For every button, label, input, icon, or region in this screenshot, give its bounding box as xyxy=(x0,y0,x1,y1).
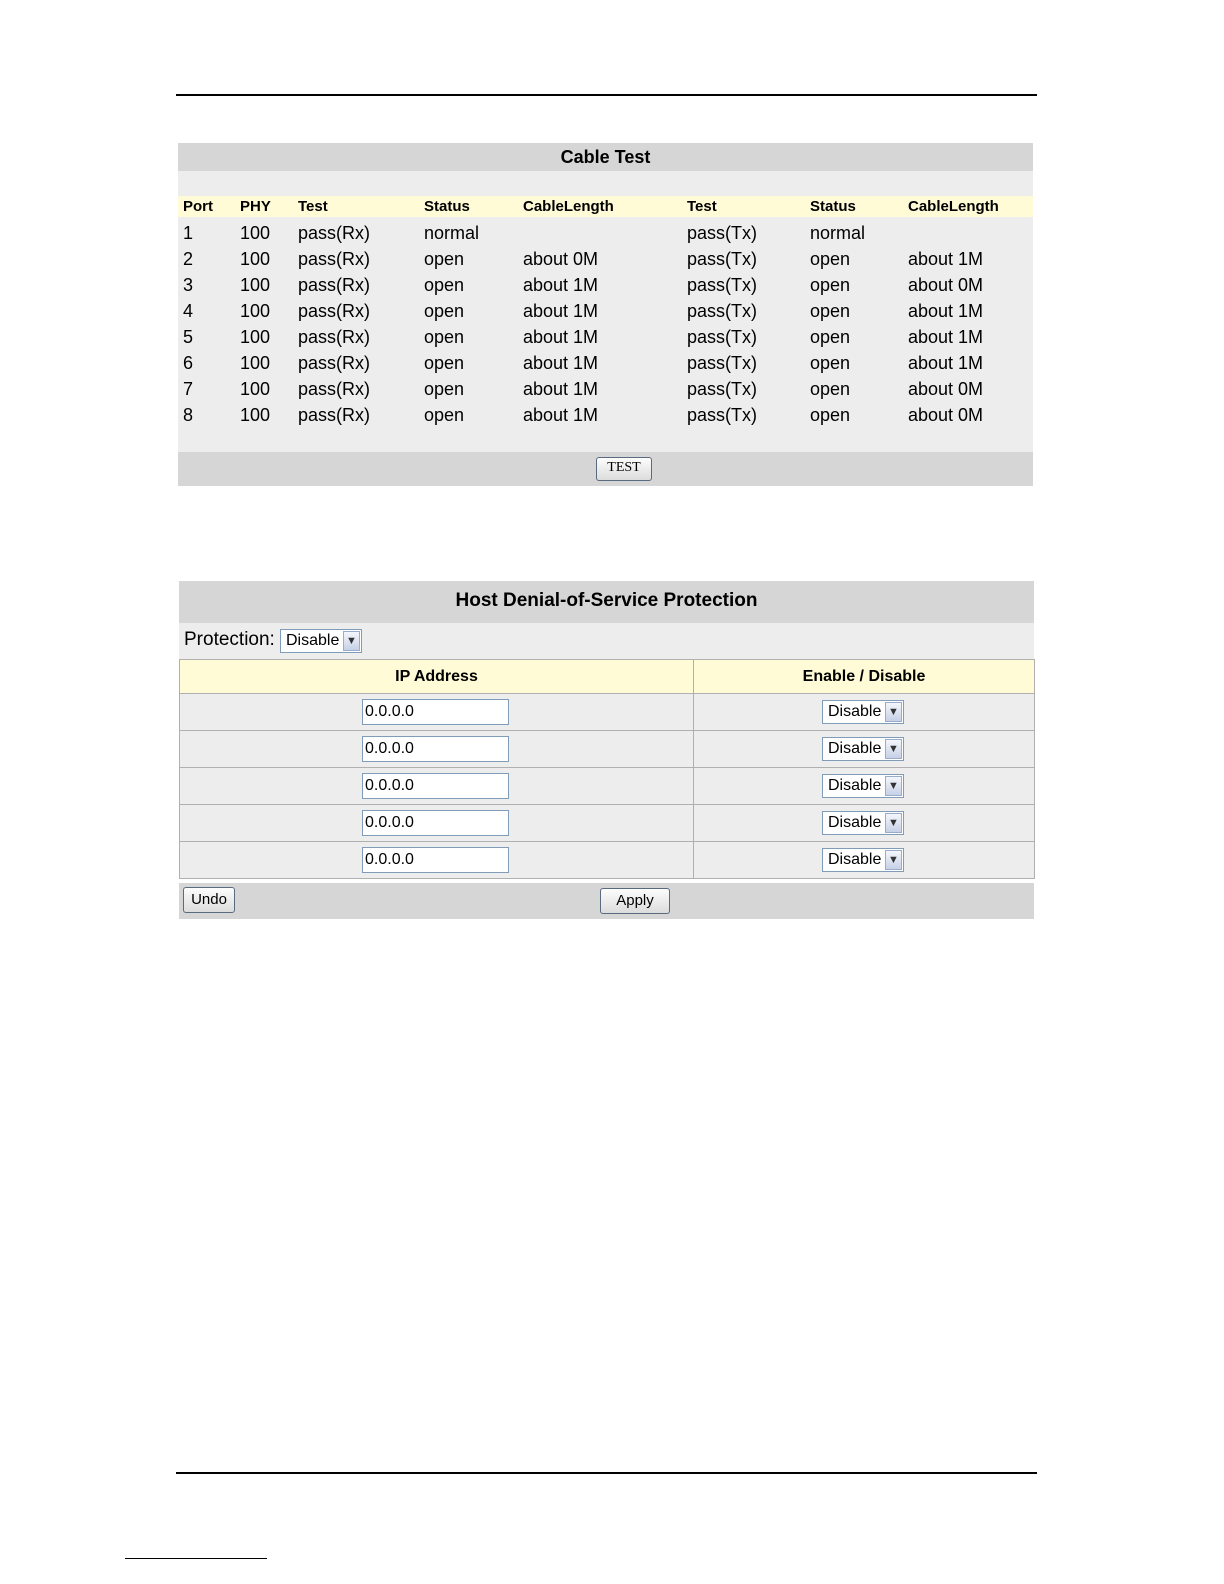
cell-test-rx: pass(Rx) xyxy=(298,223,371,243)
cell-test-tx: pass(Tx) xyxy=(687,301,758,321)
cell-status-rx: open xyxy=(424,301,465,321)
cell-status-rx: open xyxy=(424,249,465,269)
cell-test-tx: pass(Tx) xyxy=(687,275,758,295)
enable-disable-cell xyxy=(694,805,1035,842)
dos-protection-panel xyxy=(179,581,1034,909)
apply-button[interactable]: Apply xyxy=(600,888,670,914)
cell-length-rx: about 1M xyxy=(523,301,599,321)
cell-test-rx: pass(Rx) xyxy=(298,249,371,269)
test-button[interactable]: TEST xyxy=(596,457,652,481)
cell-status-tx: open xyxy=(810,405,851,425)
enable-disable-select[interactable] xyxy=(822,774,904,798)
ip-address-input[interactable]: 0.0.0.0 xyxy=(362,699,509,725)
cell-port: 2 xyxy=(183,249,194,269)
cell-length-tx: about 0M xyxy=(908,275,984,295)
protection-select[interactable] xyxy=(280,629,362,653)
enable-disable-select[interactable] xyxy=(822,737,904,761)
cell-status-rx: open xyxy=(424,379,465,399)
cell-status-tx: open xyxy=(810,301,851,321)
ip-address-input[interactable]: 0.0.0.0 xyxy=(362,773,509,799)
cell-phy: 100 xyxy=(240,249,271,269)
cable-test-row xyxy=(178,350,1033,376)
enable-disable-select[interactable] xyxy=(822,700,904,724)
enable-disable-select[interactable] xyxy=(822,848,904,872)
enable-disable-value: Disable xyxy=(828,814,882,831)
enable-disable-value: Disable xyxy=(828,777,882,794)
cell-status-rx: open xyxy=(424,275,465,295)
cell-phy: 100 xyxy=(240,275,271,295)
protection-label: Protection: xyxy=(184,629,275,650)
header-rule xyxy=(176,94,1037,96)
cell-status-tx: open xyxy=(810,327,851,347)
cell-port: 5 xyxy=(183,327,194,347)
enable-disable-value: Disable xyxy=(828,703,882,720)
chevron-down-icon[interactable]: ▼ xyxy=(885,702,902,722)
cell-status-rx: normal xyxy=(424,223,480,243)
col-status-rx: Status xyxy=(424,198,470,215)
cell-status-rx: open xyxy=(424,327,465,347)
cell-status-tx: open xyxy=(810,379,851,399)
enable-disable-value: Disable xyxy=(828,851,882,868)
chevron-down-icon[interactable]: ▼ xyxy=(885,776,902,796)
undo-button[interactable]: Undo xyxy=(183,887,235,913)
cell-length-tx: about 1M xyxy=(908,327,984,347)
cable-test-row xyxy=(178,220,1033,246)
cell-phy: 100 xyxy=(240,327,271,347)
col-test-rx: Test xyxy=(298,198,328,215)
col-ip-address: IP Address xyxy=(180,660,694,694)
cell-length-tx: about 1M xyxy=(908,249,984,269)
chevron-down-icon[interactable]: ▼ xyxy=(343,631,360,651)
cell-status-tx: open xyxy=(810,275,851,295)
cell-port: 7 xyxy=(183,379,194,399)
footer-rule xyxy=(176,1472,1037,1474)
chevron-down-icon[interactable]: ▼ xyxy=(885,850,902,870)
cable-test-title: Cable Test xyxy=(178,143,1033,171)
chevron-down-icon[interactable]: ▼ xyxy=(885,739,902,759)
cell-length-tx: about 1M xyxy=(908,301,984,321)
cell-status-rx: open xyxy=(424,405,465,425)
dos-row xyxy=(180,768,1035,805)
cell-length-tx: about 0M xyxy=(908,405,984,425)
ip-address-cell xyxy=(180,842,694,879)
cell-length-rx: about 1M xyxy=(523,275,599,295)
cell-status-tx: open xyxy=(810,249,851,269)
col-phy: PHY xyxy=(240,198,271,215)
cable-test-panel xyxy=(178,143,1033,486)
dos-table xyxy=(179,659,1035,879)
cable-test-row xyxy=(178,402,1033,428)
cell-phy: 100 xyxy=(240,379,271,399)
cell-test-tx: pass(Tx) xyxy=(687,353,758,373)
cable-test-footer xyxy=(178,452,1033,486)
cell-phy: 100 xyxy=(240,353,271,373)
cell-test-rx: pass(Rx) xyxy=(298,275,371,295)
col-length-rx: CableLength xyxy=(523,198,614,215)
cell-test-rx: pass(Rx) xyxy=(298,327,371,347)
cable-test-table xyxy=(178,171,1033,452)
cell-status-tx: open xyxy=(810,353,851,373)
cell-length-rx: about 1M xyxy=(523,353,599,373)
protection-row xyxy=(179,623,1034,659)
cell-phy: 100 xyxy=(240,223,271,243)
cell-test-rx: pass(Rx) xyxy=(298,301,371,321)
dos-title: Host Denial-of-Service Protection xyxy=(179,581,1034,623)
cable-test-row xyxy=(178,324,1033,350)
ip-address-input[interactable]: 0.0.0.0 xyxy=(362,810,509,836)
cable-test-row xyxy=(178,376,1033,402)
cell-test-tx: pass(Tx) xyxy=(687,379,758,399)
cell-status-rx: open xyxy=(424,353,465,373)
ip-address-cell xyxy=(180,731,694,768)
col-status-tx: Status xyxy=(810,198,856,215)
cable-test-header-row xyxy=(178,196,1033,217)
dos-footer xyxy=(179,883,1034,919)
dos-row xyxy=(180,731,1035,768)
cell-port: 4 xyxy=(183,301,194,321)
enable-disable-value: Disable xyxy=(828,740,882,757)
chevron-down-icon[interactable]: ▼ xyxy=(885,813,902,833)
cell-port: 6 xyxy=(183,353,194,373)
ip-address-cell xyxy=(180,768,694,805)
col-length-tx: CableLength xyxy=(908,198,999,215)
cell-test-rx: pass(Rx) xyxy=(298,379,371,399)
dos-header-row xyxy=(180,660,1035,694)
cable-test-row xyxy=(178,298,1033,324)
footnote-rule xyxy=(125,1558,267,1559)
enable-disable-cell xyxy=(694,694,1035,731)
dos-row xyxy=(180,694,1035,731)
cable-test-row xyxy=(178,272,1033,298)
cell-port: 3 xyxy=(183,275,194,295)
cell-test-tx: pass(Tx) xyxy=(687,249,758,269)
dos-row xyxy=(180,805,1035,842)
cell-length-rx: about 1M xyxy=(523,327,599,347)
col-port: Port xyxy=(183,198,213,215)
cell-status-tx: normal xyxy=(810,223,866,243)
cell-phy: 100 xyxy=(240,405,271,425)
cell-test-tx: pass(Tx) xyxy=(687,405,758,425)
dos-row xyxy=(180,842,1035,879)
cell-port: 8 xyxy=(183,405,194,425)
cell-test-tx: pass(Tx) xyxy=(687,327,758,347)
cell-length-rx: about 0M xyxy=(523,249,599,269)
col-enable-disable: Enable / Disable xyxy=(694,660,1035,694)
protection-select-value: Disable xyxy=(286,632,340,649)
cell-test-tx: pass(Tx) xyxy=(687,223,758,243)
col-test-tx: Test xyxy=(687,198,717,215)
cell-test-rx: pass(Rx) xyxy=(298,405,371,425)
enable-disable-cell xyxy=(694,731,1035,768)
cell-length-tx: about 1M xyxy=(908,353,984,373)
cell-length-tx: about 0M xyxy=(908,379,984,399)
ip-address-cell xyxy=(180,694,694,731)
cell-length-rx: about 1M xyxy=(523,405,599,425)
enable-disable-cell xyxy=(694,842,1035,879)
cell-test-rx: pass(Rx) xyxy=(298,353,371,373)
cell-port: 1 xyxy=(183,223,194,243)
cell-length-rx: about 1M xyxy=(523,379,599,399)
enable-disable-cell xyxy=(694,768,1035,805)
ip-address-cell xyxy=(180,805,694,842)
cable-test-row xyxy=(178,246,1033,272)
enable-disable-select[interactable] xyxy=(822,811,904,835)
ip-address-input[interactable]: 0.0.0.0 xyxy=(362,847,509,873)
cell-phy: 100 xyxy=(240,301,271,321)
ip-address-input[interactable]: 0.0.0.0 xyxy=(362,736,509,762)
